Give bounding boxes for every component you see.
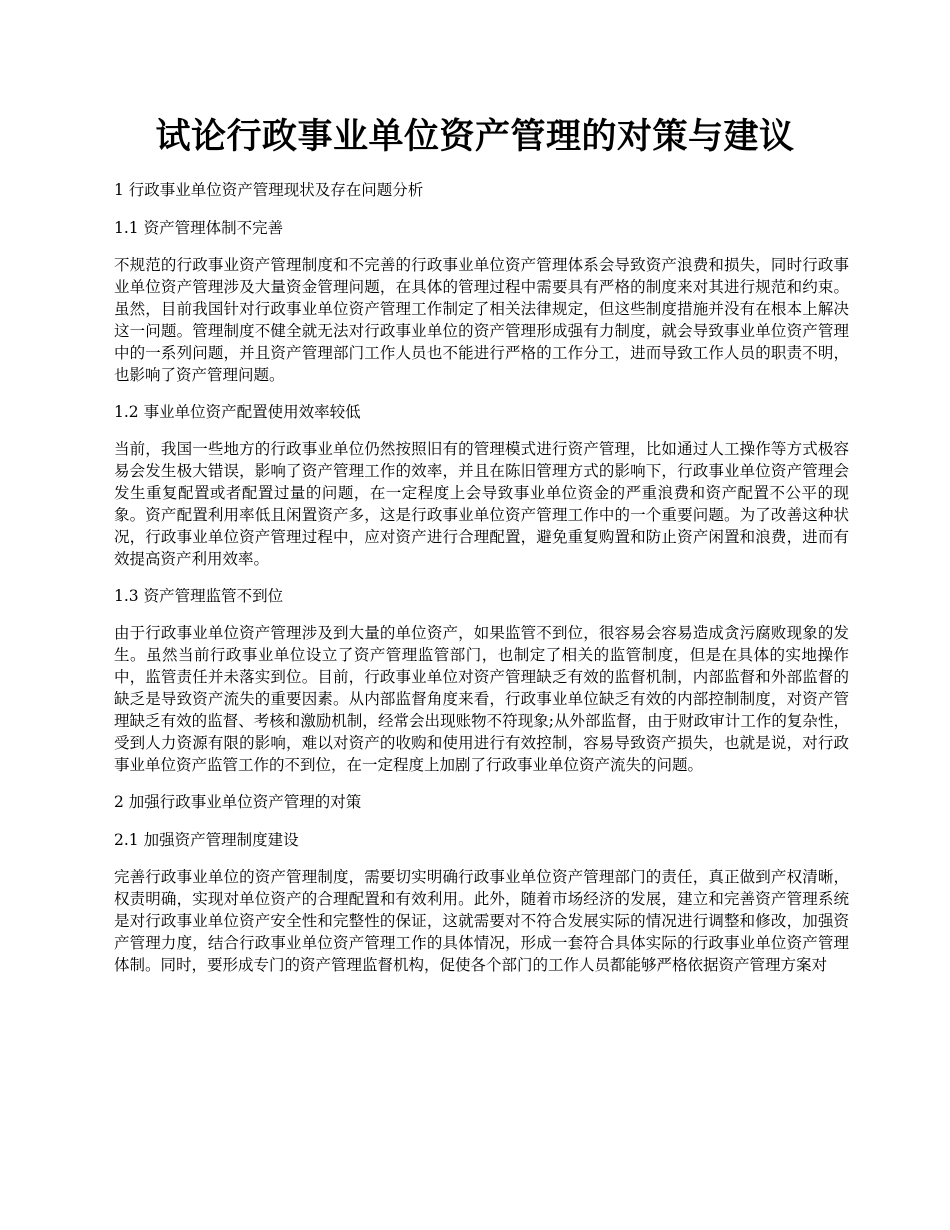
section-heading-2: 2 加强行政事业单位资产管理的对策 bbox=[114, 793, 362, 811]
section-heading-1-3: 1.3 资产管理监管不到位 bbox=[114, 587, 284, 605]
section-heading-1-1: 1.1 资产管理体制不完善 bbox=[114, 219, 284, 237]
section-heading-1: 1 行政事业单位资产管理现状及存在问题分析 bbox=[114, 181, 424, 199]
document-body bbox=[114, 178, 849, 990]
paragraph-1-1: 不规范的行政事业资产管理制度和不完善的行政事业单位资产管理体系会导致资产浪费和损失，同时行政事业单位资产管理涉及大量资金管理问题，在具体的管理过程中需要具有严格的制度来对其进行规范和约束。虽然，目前我国针对行政事业单位资产管理工作制定了相关法律规定，但这些制度措施并没有在根本上解决这一问题。管理制度不健全就无法对行政事业单位的资产管理形成强有力制度，就会导致事业单位资产管理中的一系列问题，并且资产管理部门工作人员也不能进行严格的工作分工，进而导致工作人员的职责不明，也影响了资产管理问题。 bbox=[114, 256, 849, 384]
paragraph-1-2: 当前，我国一些地方的行政事业单位仍然按照旧有的管理模式进行资产管理，比如通过人工操作等方式极容易会发生极大错误，影响了资产管理工作的效率，并且在陈旧管理方式的影响下，行政事业单位资产管理会发生重复配置或者配置过量的问题，在一定程度上会导致事业单位资金的严重浪费和资产配置不公平的现象。资产配置利用率低且闲置资产多，这是行政事业单位资产管理工作中的一个重要问题。为了改善这种状况，行政事业单位资产管理过程中，应对资产进行合理配置，避免重复购置和防止资产闲置和浪费，进而有效提高资产利用效率。 bbox=[114, 440, 849, 568]
paragraph-2-1: 完善行政事业单位的资产管理制度，需要切实明确行政事业单位资产管理部门的责任，真正做到产权清晰，权责明确，实现对单位资产的合理配置和有效利用。此外，随着市场经济的发展，建立和完善资产管理系统是对行政事业单位资产安全性和完整性的保证，这就需要对不符合发展实际的情况进行调整和修改，加强资产管理力度，结合行政事业单位资产管理工作的具体情况，形成一套符合具体实际的行政事业单位资产管理体制。同时，要形成专门的资产管理监督机构，促使各个部门的工作人员都能够严格依据资产管理方案对 bbox=[114, 868, 849, 974]
paragraph-1-3: 由于行政事业单位资产管理涉及到大量的单位资产，如果监管不到位，很容易会容易造成贪污腐败现象的发生。虽然当前行政事业单位设立了资产管理监管部门，也制定了相关的监管制度，但是在具体的实地操作中，监管责任并未落实到位。目前，行政事业单位对资产管理缺乏有效的监督机制，内部监督和外部监督的缺乏是导致资产流失的重要因素。从内部监督角度来看，行政事业单位缺乏有效的内部控制制度，对资产管理缺乏有效的监督、考核和激励机制，经常会出现账物不符现象;从外部监督，由于财政审计工作的复杂性，受到人力资源有限的影响，难以对资产的收购和使用进行有效控制，容易导致资产损失，也就是说，对行政事业单位资产监管工作的不到位，在一定程度上加剧了行政事业单位资产流失的问题。 bbox=[114, 624, 849, 774]
document-title: 试论行政事业单位资产管理的对策与建议 bbox=[155, 116, 795, 157]
section-heading-1-2: 1.2 事业单位资产配置使用效率较低 bbox=[114, 403, 361, 421]
section-heading-2-1: 2.1 加强资产管理制度建设 bbox=[114, 831, 299, 849]
